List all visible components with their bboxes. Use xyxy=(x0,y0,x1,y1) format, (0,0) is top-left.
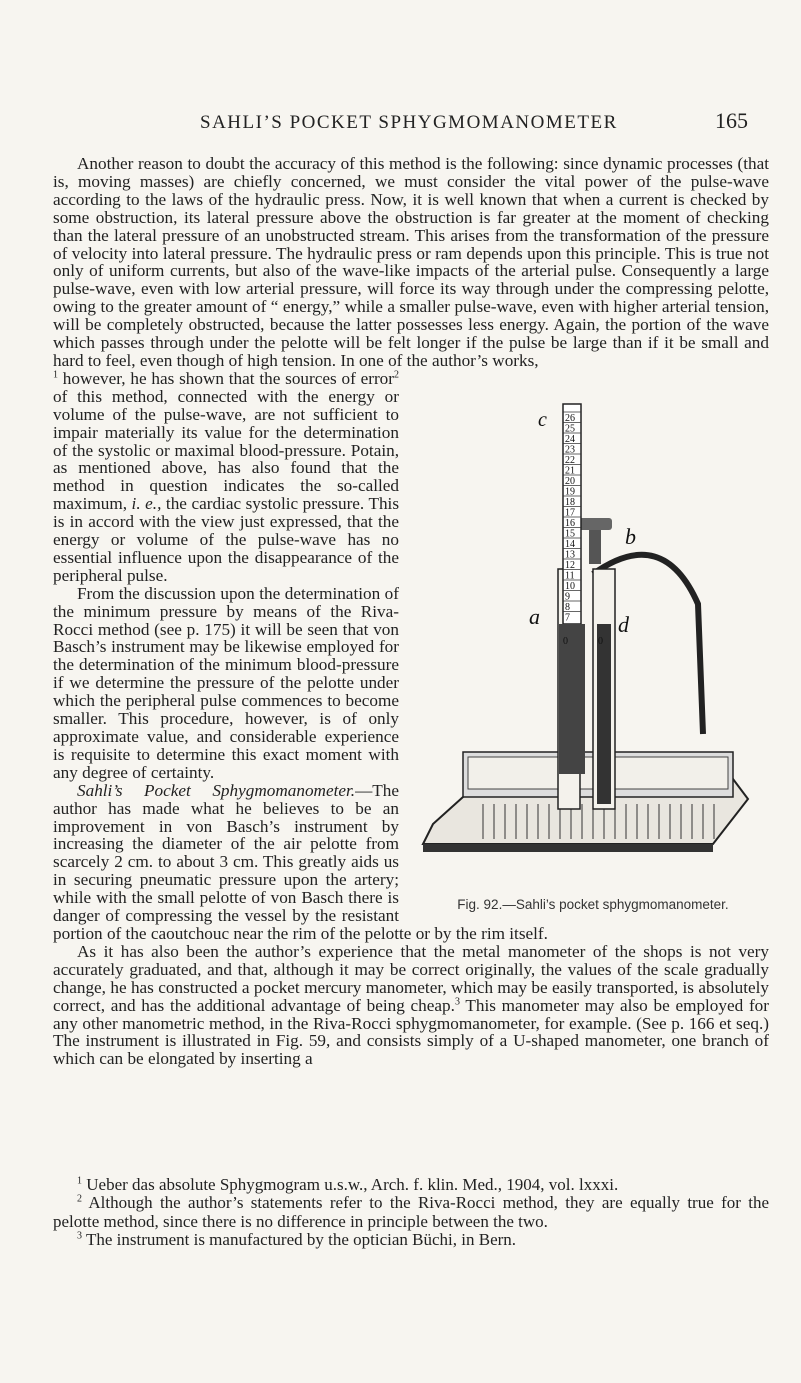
scale-number: 17 xyxy=(565,507,575,519)
paragraph-1-part-d: the cardiac systolic pressure. This is in accord with the view just expressed, that the energy or volume of the pulse-wave has no essential influence upon the disappearance of the peripheral pulse. xyxy=(53,494,400,585)
scale-number: 13 xyxy=(565,549,575,561)
paragraph-4 xyxy=(53,943,769,1068)
scale-number: 24 xyxy=(565,433,575,445)
paragraph-4-part-a: As it has also been the author’s experience that the metal manometer of the shops is not very accurately graduated, and that, although it may be correct originally, the values of the scale gradually change, he has constructed a pocket mercury manometer, which may be easily transported, is absolutely correct, and has the additional advantage of being cheap. xyxy=(53,941,769,1015)
figure-92 xyxy=(413,374,773,914)
footnote-mark-3: 3 xyxy=(454,995,460,1007)
scale-number: 7 xyxy=(565,612,570,624)
scale-number: 10 xyxy=(565,580,575,592)
footnote-3-text: The instrument is manufactured by the optician Büchi, in Bern. xyxy=(85,1230,517,1250)
footnote-3 xyxy=(53,1231,769,1249)
zero-mark-right: 0 xyxy=(598,635,603,647)
scale-number: 16 xyxy=(565,517,575,529)
footnote-2-mark: 2 xyxy=(77,1193,82,1205)
page-number: 165 xyxy=(715,108,748,133)
paragraph-1 xyxy=(53,155,769,370)
footnote-1-text: Ueber das absolute Sphygmogram u.s.w., Arch. f. klin. Med., 1904, vol. lxxxi. xyxy=(86,1175,619,1194)
paragraph-1-ie: i. e., xyxy=(131,494,162,514)
sphygmomanometer-illustration xyxy=(413,374,773,894)
scale-number: 9 xyxy=(565,591,570,603)
body-text xyxy=(53,155,769,1068)
paragraph-1-part-a: Another reason to doubt the accuracy of this method is the following: since dynamic processes (that is, moving masses) are chiefly concerned, we must consider the vital power of the pulse-wave according to the laws of the hydraulic press. Now, it is well known that when a current is checked by some obstruction, its lateral pressure above the obstruction is far greater at the moment of checking than the lateral pressure of an unobstructed stream. This arises from the transformation of the pressure of velocity into lateral pressure. The hydraulic press or ram depends upon this principle. This is true not only of uniform currents, but also of the wave-like impacts of the arterial pulse. Consequently a large pulse-wave, even with low arterial pressure, will force its way through under the compressing pelotte, owing to the greater amount of “ energy,” while a smaller pulse-wave, even with higher arterial tension, will be completely obstructed, because the latter possesses less energy. Again, the portion of the wave which passes through under the pelotte will be felt longer if the pulse be large than if it be small and hard to feel, even though of high tension. In one of the author’s works, xyxy=(53,154,769,370)
running-title: SAHLI’S POCKET SPHYGMOMANOMETER xyxy=(200,112,618,133)
scale-number: 15 xyxy=(565,528,575,540)
label-a: a xyxy=(529,603,540,629)
scale-number: 26 xyxy=(565,412,575,424)
scale-number: 12 xyxy=(565,559,575,571)
figure-caption: Fig. 92.—Sahli’s pocket sphygmomanometer. xyxy=(457,896,729,912)
scale-number: 21 xyxy=(565,465,575,477)
scale-number: 11 xyxy=(565,570,575,582)
paragraph-3-text: —The author has made what he believes to be an improvement in von Basch’s instrument by increasing the diameter of the air pelotte from scarcely 2 cm. to about 3 cm. This greatly aids us in securing pneumatic pressure upon the artery; while with the small pelotte of von Basch there is danger of compressing the vessel by the resistant portion of the caoutchouc near the rim of the pelotte or by the rim itself. xyxy=(53,780,548,943)
scale-number: 20 xyxy=(565,475,575,487)
footnote-2 xyxy=(53,1194,769,1231)
scale-number: 18 xyxy=(565,496,575,508)
footnote-3-mark: 3 xyxy=(77,1230,82,1242)
running-header xyxy=(200,108,748,134)
zero-mark-left: 0 xyxy=(563,635,568,647)
paragraph-1-part-c: of this method, connected with the energy or volume of the pulse-wave, are not sufficient to impair materially its value for the determination of the systolic or maximal blood-pressure. Potain, as mentioned above, has also found that the method in question indicates the so-called maximum, xyxy=(53,386,399,514)
label-d: d xyxy=(618,611,629,637)
label-b: b xyxy=(625,523,636,549)
scale-number: 14 xyxy=(565,538,575,550)
footnote-2-text: Although the author’s statements refer to the Riva-Rocci method, they are equally true for the pelotte method, since there is no difference in principle between the two. xyxy=(53,1193,770,1231)
scale-number: 23 xyxy=(565,444,575,456)
scale-number: 19 xyxy=(565,486,575,498)
label-c: c xyxy=(538,408,547,431)
footnote-1 xyxy=(53,1176,769,1194)
scale-number: 25 xyxy=(565,423,575,435)
scale-number: 22 xyxy=(565,454,575,466)
paragraph-2: From the discussion upon the determination of the minimum pressure by means of the Riva-Rocci method (see p. 175) it will be seen that von Basch’s instrument may be likewise employed for the determination of the minimum blood-pressure if we determine the pressure of the pelotte under which the peripheral pulse commences to become smaller. This procedure, however, is of only approximate value, and considerable experience is requisite to determine this exact moment with any degree of certainty. xyxy=(53,583,399,782)
paragraph-1-part-b: however, he has shown that the sources of error xyxy=(58,368,394,388)
footnote-mark-2: 2 xyxy=(394,369,399,381)
paragraph-4-part-b: This manometer may also be employed for any other manometric method, in the Riva-Rocci sphygmomanometer, for example. (See p. 166 et seq.) The instrument is illustrated in Fig. 59, and consists simply of a U-shaped manometer, one branch of which can be elongated by inserting a xyxy=(53,995,770,1069)
scale-number: 8 xyxy=(565,601,570,613)
section-title: Sahli’s Pocket Sphygmomanometer. xyxy=(77,780,356,800)
footnotes xyxy=(53,1176,769,1250)
footnote-1-mark: 1 xyxy=(77,1175,82,1187)
footnote-mark-1: 1 xyxy=(53,369,58,381)
